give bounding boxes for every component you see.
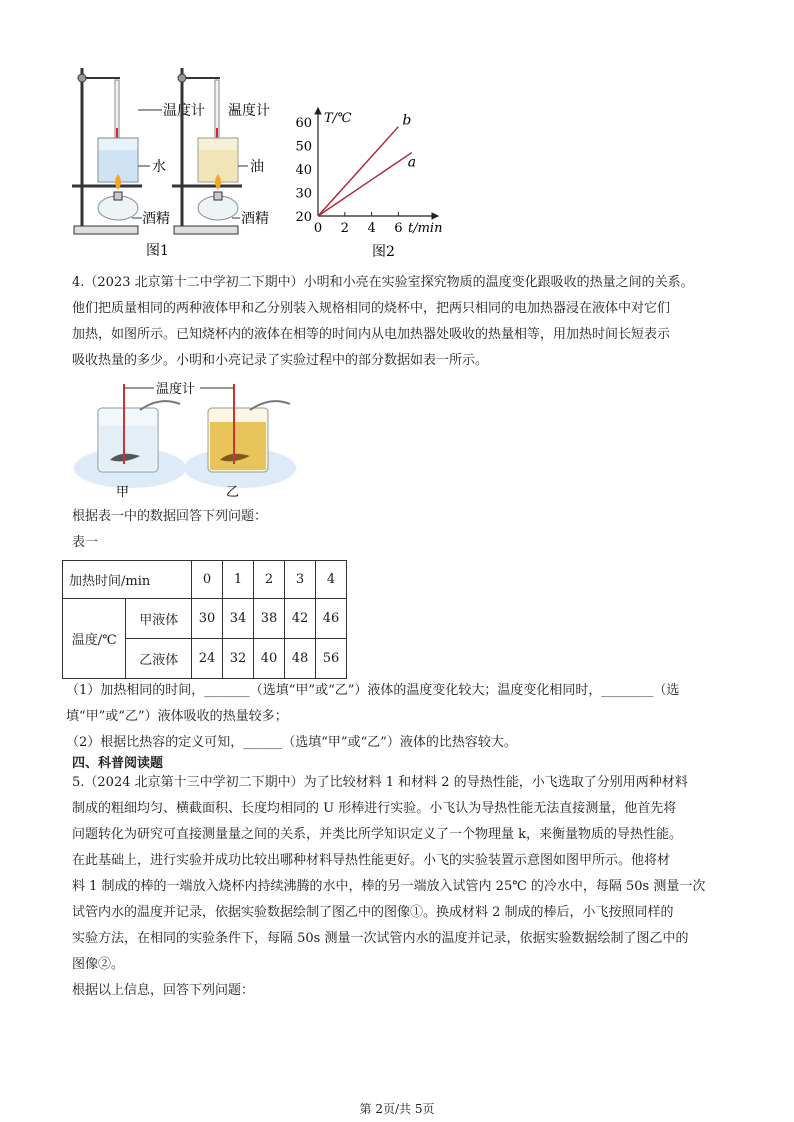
section-heading: 四、科普阅读题 (72, 756, 164, 771)
y-tick-label: 30 (295, 186, 312, 202)
q5-line-4: 在此基础上，进行实验并成功比较出哪种材料导热性能更好。小飞的实验装置示意图如图甲所示。他将材 (72, 853, 671, 868)
y-tick-label: 20 (295, 210, 312, 225)
x-axis-arrow (432, 213, 438, 219)
beaker-jia-label: 甲 (116, 485, 130, 500)
q4-line-2: 他们把质量相同的两种液体甲和乙分别装入规格相同的烧杯中，把两只相同的电加热器浸在液体中对它们 (72, 301, 671, 316)
q4-line-3: 加热，如图所示。已知烧杯内的液体在相等的时间内从电加热器处吸收的热量相等，用加热时间长短表示 (72, 327, 671, 342)
table-header-row (63, 561, 347, 599)
q5-stem (72, 770, 732, 1004)
q4-line-1: 4.（2023 北京第十二中学初二下期中）小明和小亮在实验室探究物质的温度变化跟吸收的热量之间的关系。 (72, 275, 694, 290)
time-cell: 1 (223, 561, 254, 599)
beaker-yi-label: 乙 (226, 485, 240, 500)
beakers-figure (70, 380, 310, 500)
row-name: 乙液体 (126, 639, 192, 679)
temp-header: 温度/℃ (63, 599, 126, 679)
thermometer-label-left: 温度计 (163, 103, 205, 119)
table-title: 表一 (72, 535, 99, 550)
data-table (62, 560, 347, 679)
y-axis-label: T/℃ (324, 111, 352, 126)
time-cell: 4 (316, 561, 347, 599)
y-tick-label: 40 (295, 163, 312, 178)
series-line-b (318, 127, 398, 216)
oil-label: 油 (250, 159, 264, 175)
thermometer-label-right: 温度计 (228, 103, 270, 119)
q4-after-image: 根据表一中的数据回答下列问题： (72, 509, 268, 524)
figure-1 (62, 58, 292, 258)
alcohol-label-right: 酒精 (241, 211, 269, 227)
q4-subquestions (66, 678, 726, 756)
q5-closing: 根据以上信息，回答下列问题： (72, 983, 255, 998)
value-cell: 38 (254, 599, 285, 639)
time-header: 加热时间/min (63, 561, 192, 599)
x-axis-label: t/min (408, 221, 443, 236)
value-cell: 42 (285, 599, 316, 639)
figure-2-caption: 图2 (372, 244, 395, 260)
q4-sub1-line1: （1）加热相同的时间，_______（选填“甲”或“乙”）液体的温度变化较大；温度变化相同时，________（选 (66, 683, 680, 698)
y-tick-label: 60 (295, 116, 312, 131)
q4-stem (72, 270, 732, 374)
beaker-thermometer-label: 温度计 (156, 382, 196, 397)
q4-line-4: 吸收热量的多少。小明和小亮记录了实验过程中的部分数据如表一所示。 (72, 353, 489, 368)
water-label: 水 (152, 159, 166, 175)
time-cell: 2 (254, 561, 285, 599)
y-tick-label: 50 (295, 139, 312, 155)
time-cell: 0 (192, 561, 223, 599)
q5-line-8: 图像②。 (72, 957, 125, 972)
q5-line-5: 料 1 制成的棒的一端放入烧杯内持续沸腾的水中，棒的另一端放入试管内 25℃ 的冷水中，每隔 50s 测量一次 (72, 879, 706, 894)
x-tick-label: 2 (340, 221, 349, 236)
value-cell: 48 (285, 639, 316, 679)
value-cell: 40 (254, 639, 285, 679)
value-cell: 24 (192, 639, 223, 679)
q5-line-2: 制成的粗细均匀、横截面积、长度均相同的 U 形棒进行实验。小飞认为导热性能无法直接测量，他首先将 (72, 801, 677, 816)
value-cell: 34 (223, 599, 254, 639)
q5-line-6: 试管内水的温度并记录，依据实验数据绘制了图乙中的图像①。换成材料 2 制成的棒后，小飞按照同样的 (72, 905, 674, 920)
value-cell: 32 (223, 639, 254, 679)
figure-1-caption: 图1 (146, 243, 169, 258)
value-cell: 46 (316, 599, 347, 639)
q4-sub2: （2）根据比热容的定义可知，______（选填“甲”或“乙”）液体的比热容较大。 (66, 735, 517, 750)
time-cell: 3 (285, 561, 316, 599)
y-axis-arrow (315, 108, 321, 114)
x-tick-label: 6 (394, 221, 403, 236)
value-cell: 56 (316, 639, 347, 679)
x-tick-label: 4 (367, 221, 376, 236)
series-label-b: b (402, 112, 412, 129)
series-line-a (318, 153, 412, 216)
value-cell: 30 (192, 599, 223, 639)
series-label-a: a (407, 154, 417, 171)
apparatus-oil (172, 68, 242, 234)
q5-line-3: 问题转化为研究可直接测量量之间的关系，并类比所学知识定义了一个物理量 k，来衡量物质的导热性能。 (72, 827, 683, 842)
q5-line-1: 5.（2024 北京第十三中学初二下期中）为了比较材料 1 和材料 2 的导热性能，小飞选取了分别用两种材料 (72, 775, 688, 790)
apparatus-water (72, 68, 142, 234)
table-row (63, 599, 347, 639)
row-name: 甲液体 (126, 599, 192, 639)
page-footer: 第 2页/共 5页 (359, 1102, 435, 1116)
q5-line-7: 实验方法，在相同的实验条件下，每隔 50s 测量一次试管内水的温度并记录，依据实验数据绘制了图乙中的 (72, 931, 689, 946)
x-tick-label: 0 (313, 221, 323, 236)
alcohol-label-left: 酒精 (142, 211, 170, 227)
figure-2-chart (292, 104, 452, 260)
q4-instructions (72, 504, 732, 556)
q4-sub1-line2: 填“甲”或“乙”）液体吸收的热量较多； (66, 709, 288, 724)
